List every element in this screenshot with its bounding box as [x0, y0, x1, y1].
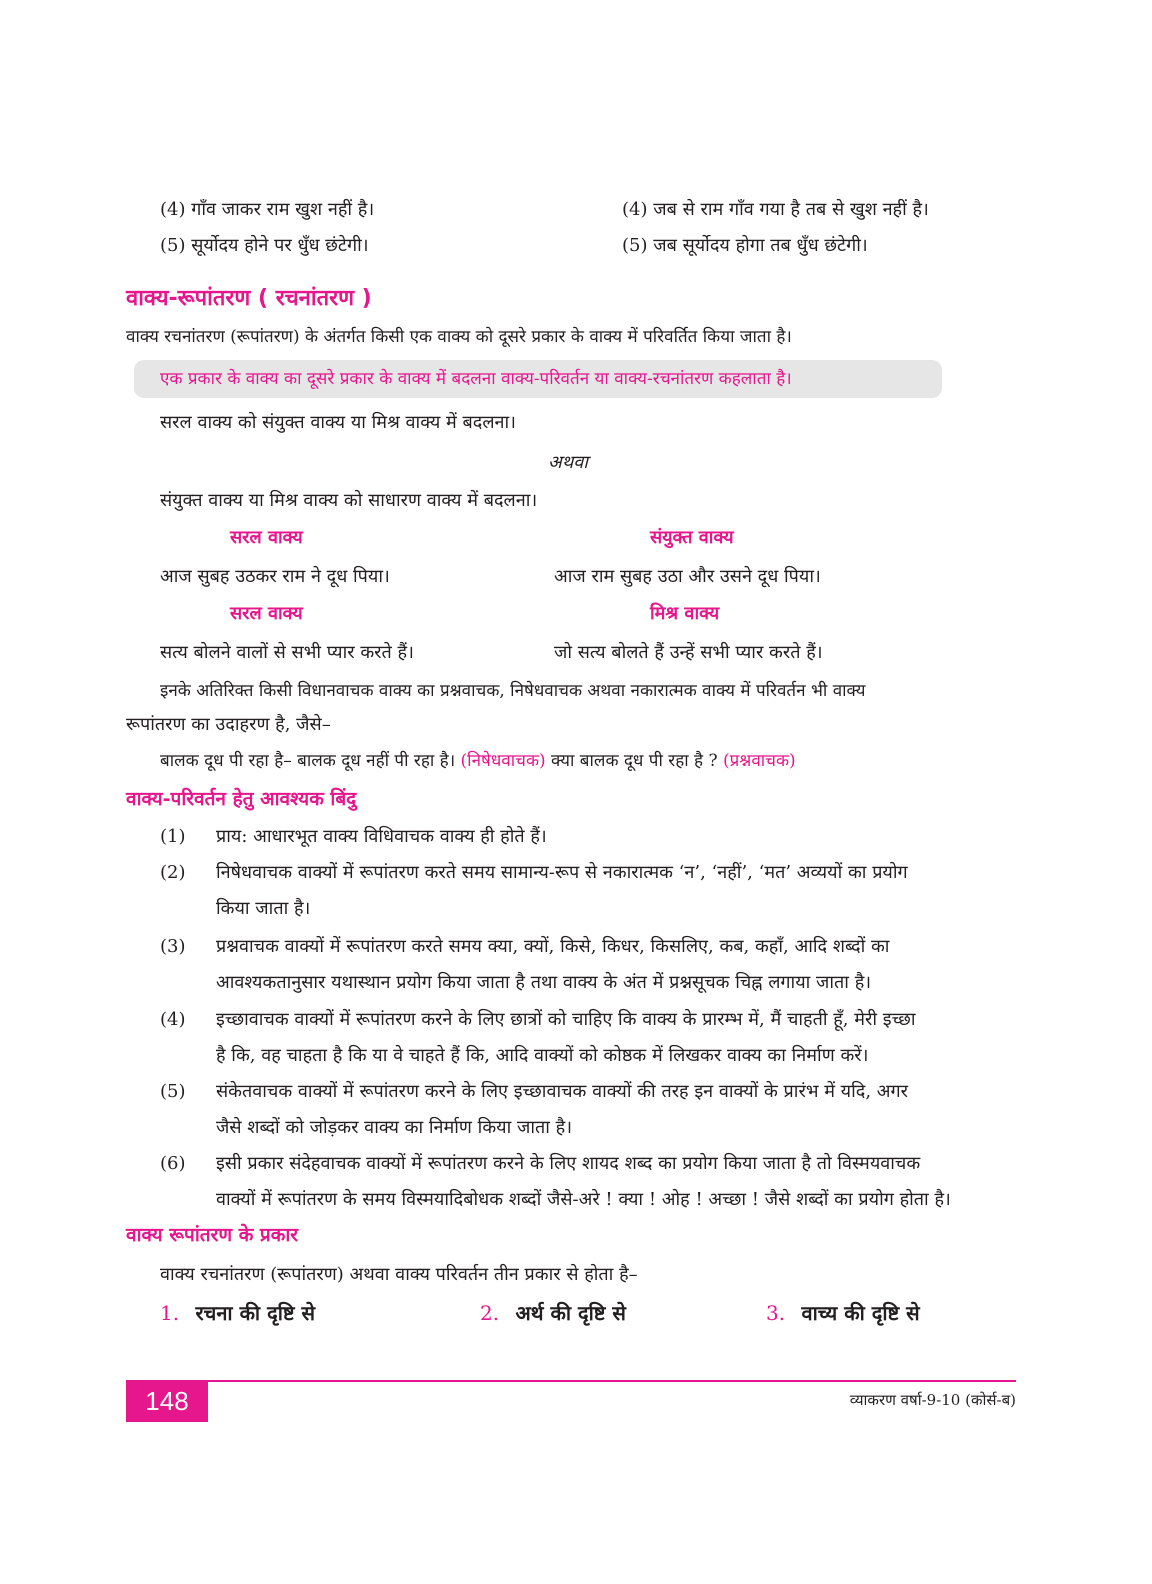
point-number: (1): [160, 826, 186, 847]
section-heading-avashyak-bindu: वाक्य-परिवर्तन हेतु आवश्यक बिंदु: [126, 788, 357, 810]
section1-line1: सरल वाक्य को संयुक्त वाक्य या मिश्र वाक्य में बदलना।: [160, 412, 516, 433]
page-number: 148: [126, 1380, 208, 1422]
point-text: इच्छावाचक वाक्यों में रूपांतरण करने के लिए छात्रों को चाहिए कि वाक्य के प्रारम्भ में, मैं चाहती हूँ, मेरी इच्छा है कि, वह चाहता है कि या वे चाहते हैं कि, आदि वाक्यों को कोष्ठक में लिखकर वाक्य का निर्माण करें।: [216, 1009, 916, 1066]
pair2-head-right: मिश्र वाक्य: [650, 603, 720, 624]
type-label: रचना की दृष्टि से: [195, 1301, 316, 1325]
pair2-right: जो सत्य बोलते हैं उन्हें सभी प्यार करते हैं।: [554, 642, 823, 663]
point-text: संकेतवाचक वाक्यों में रूपांतरण करने के लिए इच्छावाचक वाक्यों की तरह इन वाक्यों के प्रारंभ में यदि, अगर जैसे शब्दों को जोड़कर वाक्य का निर्माण किया जाता है।: [216, 1081, 909, 1138]
point-1: [160, 819, 1020, 855]
definition-text: एक प्रकार के वाक्य का दूसरे प्रकार के वाक्य में बदलना वाक्य-परिवर्तन या वाक्य-रचनांतरण कहलाता है।: [160, 369, 792, 389]
point-number: (5): [160, 1081, 186, 1102]
para-line1: इनके अतिरिक्त किसी विधानवाचक वाक्य का प्रश्नवाचक, निषेधवाचक अथवा नकारात्मक वाक्य में परिवर्तन भी वाक्य: [160, 681, 866, 701]
example-5-right: (5) जब सूर्योदय होगा तब धुँध छंटेगी।: [622, 235, 868, 256]
pair1-head-left: सरल वाक्य: [230, 527, 303, 548]
pair1-head-right: संयुक्त वाक्य: [650, 527, 734, 548]
type-number: 2.: [480, 1301, 500, 1325]
footer-rule: [208, 1380, 1016, 1382]
point-text: प्रश्नवाचक वाक्यों में रूपांतरण करते समय क्या, क्यों, किसे, किधर, किसलिए, कब, कहाँ, आदि शब्दों का आवश्यकतानुसार यथास्थान प्रयोग किया जाता है तथा वाक्य के अंत में प्रश्नसूचक चिह्न लगाया जाता है।: [216, 936, 890, 993]
type-number: 3.: [766, 1301, 786, 1325]
example-part2: क्या बालक दूध पी रहा है ?: [551, 751, 718, 771]
type-2: [480, 1298, 626, 1328]
pair2-head-left: सरल वाक्य: [230, 603, 303, 624]
section1-line2: संयुक्त वाक्य या मिश्र वाक्य को साधारण वाक्य में बदलना।: [160, 490, 538, 511]
athva-text: अथवा: [548, 452, 588, 473]
type-label: अर्थ की दृष्टि से: [515, 1301, 626, 1325]
section-heading-rupantaran: वाक्य-रूपांतरण ( रचनांतरण ): [126, 286, 372, 311]
point-3: [160, 929, 1020, 1001]
point-text: प्राय: आधारभूत वाक्य विधिवाचक वाक्य ही होते हैं।: [216, 826, 547, 847]
type-label: वाच्य की दृष्टि से: [801, 1301, 920, 1325]
para-line2: रूपांतरण का उदाहरण है, जैसे–: [126, 714, 331, 735]
example-sentence: [160, 748, 796, 774]
section1-intro: वाक्य रचनांतरण (रूपांतरण) के अंतर्गत किसी एक वाक्य को दूसरे प्रकार के वाक्य में परिवर्तित किया जाता है।: [126, 327, 792, 347]
point-number: (6): [160, 1153, 186, 1174]
point-4: [160, 1002, 1020, 1074]
pair1-right: आज राम सुबह उठा और उसने दूध पिया।: [554, 566, 821, 587]
point-2: [160, 855, 1020, 927]
type-3: [766, 1298, 920, 1328]
point-text: निषेधवाचक वाक्यों में रूपांतरण करते समय सामान्य-रूप से नकारात्मक ‘न’, ‘नहीं’, ‘मत’ अव्ययों का प्रयोग किया जाता है।: [216, 862, 908, 919]
point-text: इसी प्रकार संदेहवाचक वाक्यों में रूपांतरण करने के लिए शायद शब्द का प्रयोग किया जाता है तो विस्मयवाचक वाक्यों में रूपांतरण के समय विस्मयादिबोधक शब्दों जैसे-अरे ! क्या ! ओह ! अच्छा ! जैसे शब्दों का प्रयोग होता है।: [216, 1153, 951, 1210]
section-heading-prakar: वाक्य रूपांतरण के प्रकार: [126, 1224, 299, 1246]
pair1-left: आज सुबह उठकर राम ने दूध पिया।: [160, 566, 390, 587]
section3-intro: वाक्य रचनांतरण (रूपांतरण) अथवा वाक्य परिवर्तन तीन प्रकार से होता है–: [160, 1264, 638, 1285]
type-number: 1.: [160, 1301, 180, 1325]
example-tag-nishedh: (निषेधवाचक): [460, 751, 546, 771]
point-number: (2): [160, 862, 186, 883]
point-5: [160, 1074, 1020, 1146]
point-number: (4): [160, 1009, 186, 1030]
pair2-left: सत्य बोलने वालों से सभी प्यार करते हैं।: [160, 642, 414, 663]
example-part1: बालक दूध पी रहा है– बालक दूध नहीं पी रहा है।: [160, 751, 456, 771]
type-1: [160, 1298, 315, 1328]
example-4-right: (4) जब से राम गाँव गया है तब से खुश नहीं है।: [622, 199, 929, 220]
point-6: [160, 1146, 1020, 1218]
example-5-left: (5) सूर्योदय होने पर धुँध छंटेगी।: [160, 235, 369, 256]
point-number: (3): [160, 936, 186, 957]
book-title: व्याकरण वर्षा-9-10 (कोर्स-ब): [849, 1391, 1016, 1409]
example-tag-prashna: (प्रश्नवाचक): [723, 751, 796, 771]
example-4-left: (4) गाँव जाकर राम खुश नहीं है।: [160, 199, 375, 220]
